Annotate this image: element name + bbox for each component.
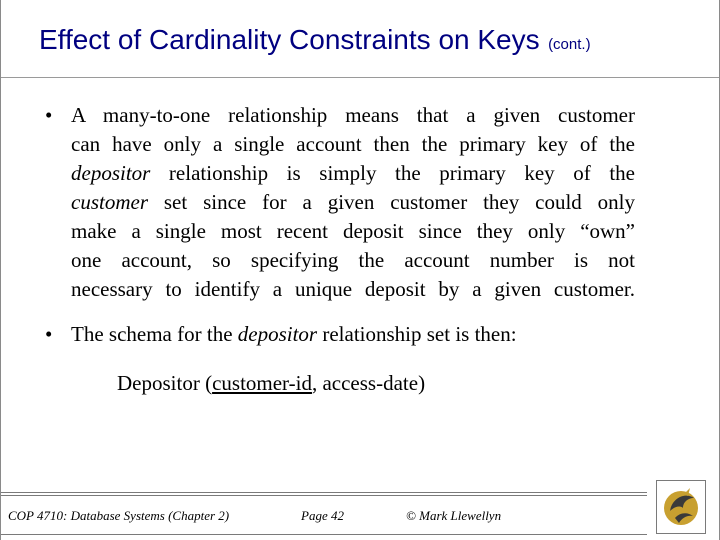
bullet-line	[71, 188, 635, 217]
bullet-line: A many-to-one relationship means that a given customer	[71, 103, 635, 127]
pegasus-logo-icon	[657, 481, 705, 533]
footer-author: © Mark Llewellyn	[406, 508, 502, 523]
title-suffix: (cont.)	[548, 36, 591, 53]
footer-rule	[1, 492, 647, 493]
footer	[1, 492, 649, 540]
schema-rest: , access-date)	[311, 371, 426, 395]
term-depositor: depositor	[237, 322, 318, 346]
bullet-line: can have only a single account then the primary key of the	[71, 132, 635, 156]
title-main: Effect of Cardinality Constraints on Keys	[39, 24, 540, 55]
bullet-text	[71, 320, 517, 349]
term-depositor: depositor	[71, 161, 151, 185]
bullet-line: necessary to identify a unique deposit by a given customer.	[71, 277, 635, 301]
footer-course: COP 4710: Database Systems (Chapter 2)	[8, 508, 230, 523]
university-logo	[656, 480, 706, 534]
bullet-marker: •	[45, 103, 53, 127]
bullet-marker: •	[45, 322, 53, 346]
bullet-text-before: The schema for the	[71, 322, 238, 346]
title-divider	[1, 77, 720, 78]
term-customer: customer	[71, 190, 148, 214]
bullet-text	[71, 101, 635, 304]
bullet-line-rest: set since for a given customer they could only	[148, 190, 635, 214]
schema-name: Depositor (	[117, 371, 213, 395]
schema-primary-key: customer-id	[212, 371, 312, 395]
bullet-line: one account, so specifying the account number is not	[71, 248, 635, 272]
depositor-schema	[117, 369, 425, 398]
slide-title	[39, 24, 591, 56]
bullet-text-after: relationship set is then:	[317, 322, 517, 346]
bullet-line: make a single most recent deposit since they only “own”	[71, 219, 635, 243]
bullet-line-rest: relationship is simply the primary key of the	[150, 161, 635, 185]
bullet-line	[71, 159, 635, 188]
footer-page-number: Page 42	[301, 508, 344, 523]
